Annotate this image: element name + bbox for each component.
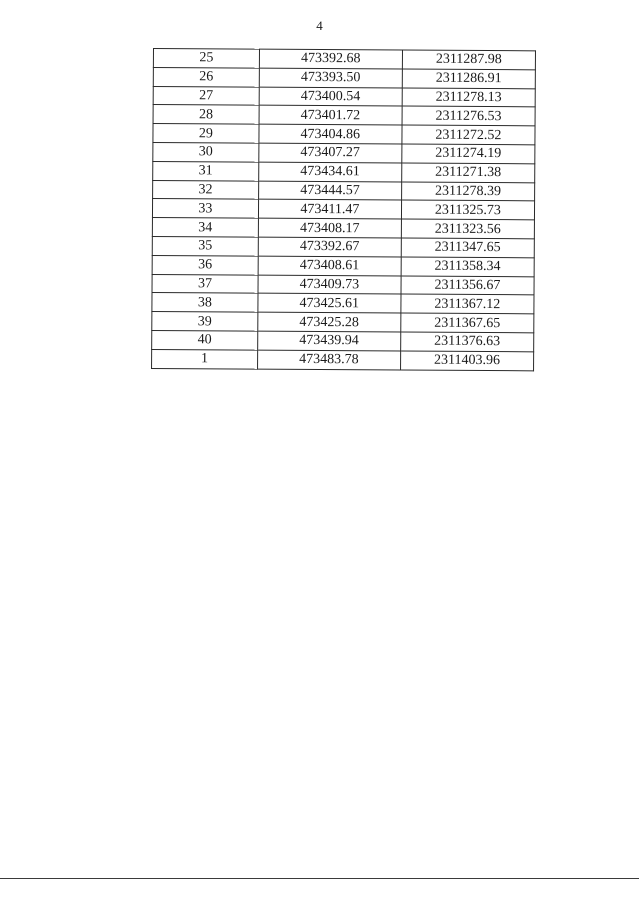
y-coordinate-cell: 2311367.12 (401, 294, 534, 314)
footer-divider (0, 878, 639, 879)
y-coordinate-cell: 2311356.67 (401, 276, 534, 296)
x-coordinate-cell: 473411.47 (258, 200, 401, 220)
x-coordinate-cell: 473425.61 (258, 294, 401, 314)
y-coordinate-cell: 2311367.65 (401, 313, 534, 333)
table-row (152, 312, 534, 333)
y-coordinate-cell: 2311278.39 (401, 182, 534, 202)
y-coordinate-cell: 2311376.63 (400, 332, 533, 352)
x-coordinate-cell: 473434.61 (259, 162, 402, 182)
x-coordinate-cell: 473444.57 (258, 181, 401, 201)
x-coordinate-cell: 473392.67 (258, 237, 401, 257)
point-number-cell: 35 (152, 236, 258, 255)
point-number-cell: 36 (152, 255, 258, 274)
table-row (153, 124, 535, 145)
y-coordinate-cell: 2311276.53 (402, 106, 535, 126)
point-number-cell: 34 (152, 218, 258, 237)
x-coordinate-cell: 473408.17 (258, 218, 401, 238)
table-row (153, 105, 535, 126)
y-coordinate-cell: 2311347.65 (401, 238, 534, 258)
point-number-cell: 31 (153, 161, 259, 180)
y-coordinate-cell: 2311286.91 (402, 69, 535, 89)
table-row (152, 236, 534, 257)
x-coordinate-cell: 473404.86 (259, 124, 402, 144)
point-number-cell: 25 (153, 49, 259, 68)
point-number-cell: 26 (153, 67, 259, 86)
table-row (153, 142, 535, 163)
point-number-cell: 1 (152, 349, 258, 368)
coordinates-table (151, 48, 536, 371)
table-row (152, 255, 534, 276)
table-row (152, 199, 534, 220)
table-row (153, 86, 535, 107)
coordinates-table-body (152, 49, 536, 371)
point-number-cell: 38 (152, 293, 258, 312)
point-number-cell: 37 (152, 274, 258, 293)
point-number-cell: 28 (153, 105, 259, 124)
point-number-cell: 29 (153, 124, 259, 143)
x-coordinate-cell: 473483.78 (257, 350, 400, 370)
point-number-cell: 39 (152, 312, 258, 331)
y-coordinate-cell: 2311271.38 (402, 163, 535, 183)
x-coordinate-cell: 473393.50 (259, 68, 402, 88)
point-number-cell: 27 (153, 86, 259, 105)
x-coordinate-cell: 473408.61 (258, 256, 401, 276)
table-row (152, 293, 534, 314)
y-coordinate-cell: 2311403.96 (400, 351, 533, 371)
table-row (153, 49, 535, 70)
y-coordinate-cell: 2311272.52 (402, 125, 535, 145)
point-number-cell: 32 (153, 180, 259, 199)
y-coordinate-cell: 2311278.13 (402, 88, 535, 108)
y-coordinate-cell: 2311325.73 (401, 200, 534, 220)
point-number-cell: 40 (152, 330, 258, 349)
x-coordinate-cell: 473401.72 (259, 106, 402, 126)
x-coordinate-cell: 473439.94 (258, 331, 401, 351)
point-number-cell: 33 (152, 199, 258, 218)
table-row (153, 161, 535, 182)
page-number: 4 (316, 18, 323, 33)
table-row (153, 67, 535, 88)
y-coordinate-cell: 2311323.56 (401, 219, 534, 239)
y-coordinate-cell: 2311287.98 (402, 50, 535, 70)
x-coordinate-cell: 473407.27 (259, 143, 402, 163)
table-row (152, 274, 534, 295)
point-number-cell: 30 (153, 142, 259, 161)
table-row (153, 180, 535, 201)
x-coordinate-cell: 473400.54 (259, 87, 402, 107)
table-row (152, 349, 534, 370)
y-coordinate-cell: 2311358.34 (401, 257, 534, 277)
x-coordinate-cell: 473409.73 (258, 275, 401, 295)
table-row (152, 218, 534, 239)
x-coordinate-cell: 473425.28 (258, 312, 401, 332)
table-row (152, 330, 534, 351)
x-coordinate-cell: 473392.68 (259, 49, 402, 69)
y-coordinate-cell: 2311274.19 (402, 144, 535, 164)
